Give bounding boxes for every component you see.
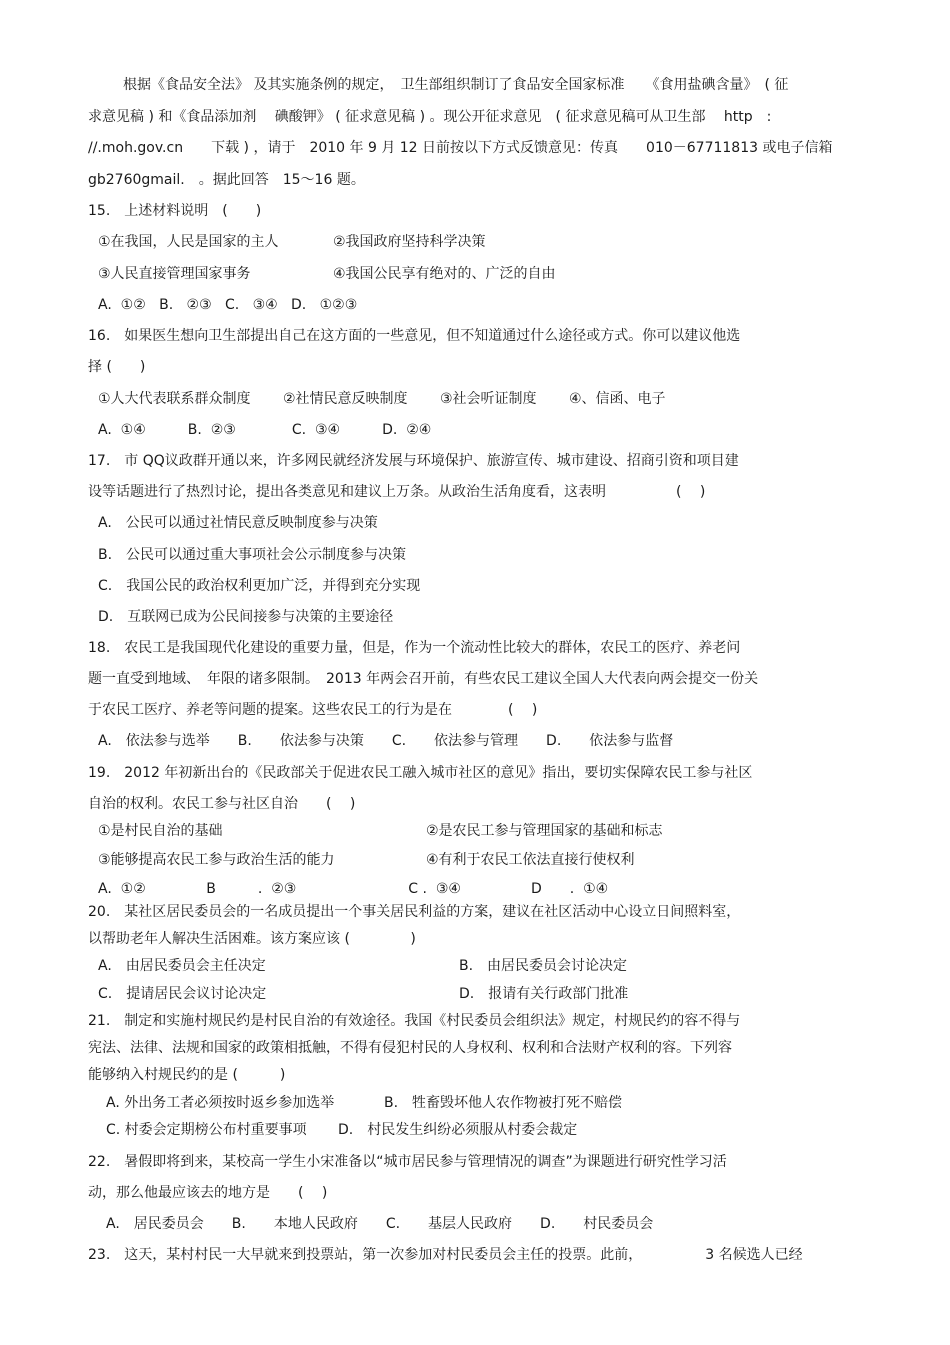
intro-line-3: //.moh.gov.cn 下载 ) ，请于 2010 年 9 月 12 日前按以下方式反馈意见：传真 010－67711813 或电子信箱 [88,140,833,156]
question-stem: 17. 市 QQ议政群开通以来，许多网民就经济发展与环境保护、旅游宣传、城市建设、招商引资和项目建 [88,453,739,469]
intro-line-4: gb2760gmail. 。据此回答 15～16 题。 [88,172,365,188]
option-2: ②我国政府坚持科学决策 [333,234,486,250]
choice-d: D. 互联网已成为公民间接参与决策的主要途径 [98,609,394,625]
choice-b: B. 公民可以通过重大事项社会公示制度参与决策 [98,547,407,563]
option-1: ①在我国，人民是国家的主人 [98,234,279,250]
option-4: ④有利于农民工依法直接行使权利 [426,852,635,868]
choice-d: D. 报请有关行政部门批准 [459,986,629,1002]
answer-choices: A. ①② B. ②③ C. ③④ D. ①②③ [98,297,358,313]
question-stem-continued: 宪法、法律、法规和国家的政策相抵触，不得有侵犯村民的人身权利、权利和合法财产权利的容。下列容 [88,1040,732,1056]
option-3: ③人民直接管理国家事务 [98,266,251,282]
question-stem-continued: 自治的权利。农民工参与社区自治 ( ) [88,796,356,812]
question-stem: 21. 制定和实施村规民约是村民自治的有效途径。我国《村民委员会组织法》规定，村规民约的容不得与 [88,1013,741,1029]
question-stem: 19. 2012 年初新出台的《民政部关于促进农民工融入城市社区的意见》指出，要切实保障农民工参与社区 [88,765,753,781]
choice-a: A. 外出务工者必须按时返乡参加选举 [106,1095,335,1111]
answer-choices: A. ①② B . ②③ C . ③④ D . ①④ [98,881,609,897]
question-stem-continued: 择 ( ) [88,359,146,375]
choice-b: B. 由居民委员会讨论决定 [459,958,628,974]
choice-c: C. 我国公民的政治权利更加广泛，并得到充分实现 [98,578,421,594]
answer-choices: A. 依法参与选举 B. 依法参与决策 C. 依法参与管理 D. 依法参与监督 [98,733,674,749]
choice-b: B. 牲畜毁坏他人农作物被打死不赔偿 [384,1095,623,1111]
question-stem-continued: 设等话题进行了热烈讨论，提出各类意见和建议上万条。从政治生活角度看，这表明 ( ) [88,484,706,500]
option-4: ④我国公民享有绝对的、广泛的自由 [333,266,556,282]
question-stem-continued: 以帮助老年人解决生活困难。该方案应该 ( ) [88,931,416,947]
option-3: ③能够提高农民工参与政治生活的能力 [98,852,335,868]
answer-choices: A. ①④ B. ②③ C. ③④ D. ②④ [98,422,432,438]
intro-line-1: 根据《食品安全法》 及其实施条例的规定， 卫生部组织制订了食品安全国家标准 《食用盐碘含量》 ( 征 [123,77,789,93]
question-stem: 22. 暑假即将到来，某校高一学生小宋准备以“城市居民参与管理情况的调查”为课题进行研究性学习活 [88,1154,727,1170]
question-stem: 15. 上述材料说明 ( ) [88,203,262,219]
option-list: ①人大代表联系群众制度 ②社情民意反映制度 ③社会听证制度 ④、信函、电子 [98,391,666,407]
question-stem: 16. 如果医生想向卫生部提出自己在这方面的一些意见，但不知道通过什么途径或方式。你可以建议他选 [88,328,741,344]
question-stem: 20. 某社区居民委员会的一名成员提出一个事关居民利益的方案，建议在社区活动中心设立日间照料室， [88,904,741,920]
question-stem: 18. 农民工是我国现代化建设的重要力量，但是，作为一个流动性比较大的群体，农民工的医疗、养老问 [88,640,741,656]
choice-a: A. 由居民委员会主任决定 [98,958,266,974]
question-stem-continued: 动，那么他最应该去的地方是 ( ) [88,1185,328,1201]
answer-choices: A. 居民委员会 B. 本地人民政府 C. 基层人民政府 D. 村民委员会 [106,1216,654,1232]
question-stem-continued: 题一直受到地域、 年限的诸多限制。 2013 年两会召开前，有些农民工建议全国人大代表向两会提交一份关 [88,671,759,687]
option-2: ②是农民工参与管理国家的基础和标志 [426,823,663,839]
question-stem-continued: 能够纳入村规民约的是 ( ) [88,1067,286,1083]
intro-line-2: 求意见稿 ) 和《食品添加剂 碘酸钾》 ( 征求意见稿 ) 。现公开征求意见 ( 征求意见稿可从卫生部 http : [88,109,772,125]
option-1: ①是村民自治的基础 [98,823,223,839]
choice-c: C. 村委会定期榜公布村重要事项 [106,1122,307,1138]
choice-c: C. 提请居民会议讨论决定 [98,986,267,1002]
choice-a: A. 公民可以通过社情民意反映制度参与决策 [98,515,378,531]
question-stem-continued: 于农民工医疗、养老等问题的提案。这些农民工的行为是在 ( ) [88,702,538,718]
question-stem: 23. 这天，某村村民一大早就来到投票站，第一次参加对村民委员会主任的投票。此前， 3 名候选人已经 [88,1247,803,1263]
choice-d: D. 村民发生纠纷必须服从村委会裁定 [338,1122,578,1138]
